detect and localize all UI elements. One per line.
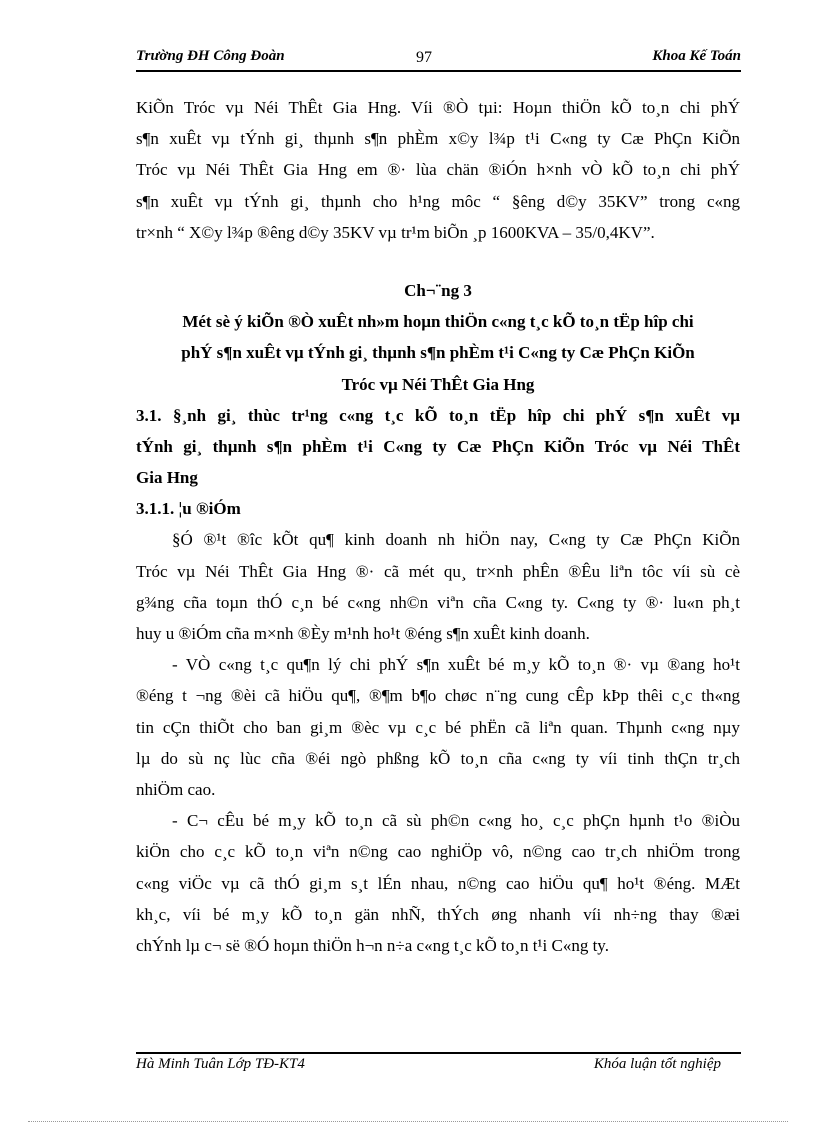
text-line: §Ó ®¹t ®îc kÕt qu¶ kinh doanh nh hiÖn nay, C«ng ty Cæ PhÇn KiÕn [172, 530, 740, 550]
text-line: KiÕn Tróc vµ Néi ThÊt Gia Hng. Víi ®Ò tµi: Hoµn thiÖn kÕ to¸n chi phÝ [136, 98, 740, 117]
text-line: - C¬ cÊu bé m¸y kÕ to¸n cã sù ph©n c«ng ho¸ c¸c phÇn hµnh t¹o ®iÒu [172, 811, 740, 831]
text-line: Tróc vµ Néi ThÊt Gia Hng em ®· lùa chän ®iÓn h×nh vÒ kÕ to¸n chi phÝ [136, 160, 740, 180]
paragraph-structure [136, 805, 740, 961]
header-school: Trường ĐH Công Đoàn [136, 48, 285, 64]
page-number: 97 [416, 49, 432, 66]
chapter-label: Ch¬¨ng 3 [404, 280, 472, 300]
text-line: huy u ®iÓm cña m×nh ®Èy m¹nh ho¹t ®éng s¶n xuÊt kinh doanh. [136, 624, 590, 643]
text-line: nhiÖm cao. [136, 779, 216, 799]
page-header [136, 48, 741, 68]
section-heading-line: tÝnh gi¸ thµnh s¶n phÈm t¹i C«ng ty Cæ PhÇn KiÕn Tróc vµ Néi ThÊt [136, 436, 740, 456]
text-line: lµ do sù nç lùc cña ®éi ngò phßng kÕ to¸n cña c«ng ty víi tinh thÇn tr¸ch [136, 748, 740, 768]
paragraph-advantages [136, 524, 740, 649]
intro-paragraph [136, 92, 740, 248]
header-faculty: Khoa Kế Toán [652, 48, 741, 64]
text-line: tin cÇn thiÕt cho ban gi¸m ®èc vµ c¸c bé phËn cã liªn quan. Thµnh c«ng nµy [136, 717, 740, 737]
text-line: ®éng t ¬ng ®èi cã hiÖu qu¶, ®¶m b¶o chøc n¨ng cung cÊp kÞp thêi c¸c th«ng [136, 686, 740, 706]
text-line: kiÖn cho c¸c kÕ to¸n viªn n©ng cao nghiÖp vô, n©ng cao tr¸ch nhiÖm trong [136, 842, 740, 862]
text-line: chÝnh lµ c¬ së ®Ó hoµn thiÖn h¬n n÷a c«ng t¸c kÕ to¸n t¹i C«ng ty. [136, 935, 609, 955]
footer-rule [136, 1052, 741, 1054]
text-line: g¾ng cña toµn thÓ c¸n bé c«ng nh©n viªn cña C«ng ty. C«ng ty ®· lu«n ph¸t [136, 592, 740, 612]
page-bottom-border [28, 1121, 788, 1122]
text-line: s¶n xuÊt vµ tÝnh gi¸ thµnh s¶n phÈm x©y l¾p t¹i C«ng ty Cæ PhÇn KiÕn [136, 129, 740, 149]
text-line: Tróc vµ Néi ThÊt Gia Hng ®· cã mét qu¸ tr×nh phÊn ®Êu liªn tôc víi sù cè [136, 561, 740, 581]
text-line: kh¸c, víi bé m¸y kÕ to¸n gän nhÑ, thÝch øng nhanh víi nh÷ng thay ®æi [136, 904, 740, 924]
section-heading-line: 3.1. §¸nh gi¸ thùc tr¹ng c«ng t¸c kÕ to¸n tËp hîp chi phÝ s¶n xuÊt vµ [136, 405, 740, 425]
section-heading-line: Gia Hng [136, 468, 198, 488]
text-line: tr×nh “ X©y l¾p ®êng d©y 35KV vµ tr¹m biÕn ¸p 1600KVA – 35/0,4KV”. [136, 222, 655, 242]
page-footer [136, 1056, 741, 1076]
paragraph-cost-management [136, 649, 740, 805]
chapter-title-line: phÝ s¶n xuÊt vµ tÝnh gi¸ thµnh s¶n phÈm t¹i C«ng ty Cæ PhÇn KiÕn [181, 343, 695, 363]
footer-thesis-label: Khóa luận tốt nghiệp [593, 1056, 721, 1072]
text-line: c«ng viÖc vµ cã thÓ gi¸m s¸t lÉn nhau, n©ng cao hiÖu qu¶ ho¹t ®éng. MÆt [136, 873, 740, 893]
header-rule [136, 70, 741, 72]
chapter-title-line: Mét sè ý kiÕn ®Ò xuÊt nh»m hoµn thiÖn c«ng t¸c kÕ to¸n tËp hîp chi [182, 312, 694, 332]
chapter-title-line: Tróc vµ Néi ThÊt Gia Hng [341, 374, 535, 394]
subsection-heading: 3.1.1. ¦u ®iÓm [136, 499, 241, 519]
page-body [136, 92, 740, 961]
footer-author: Hà Minh Tuân Lớp TĐ-KT4 [136, 1056, 305, 1072]
text-line: s¶n xuÊt vµ tÝnh gi¸ thµnh cho h¹ng môc “ §êng d©y 35KV” trong c«ng [136, 191, 740, 211]
text-line: - VÒ c«ng t¸c qu¶n lý chi phÝ s¶n xuÊt bé m¸y kÕ to¸n ®· vµ ®ang ho¹t [172, 655, 740, 675]
